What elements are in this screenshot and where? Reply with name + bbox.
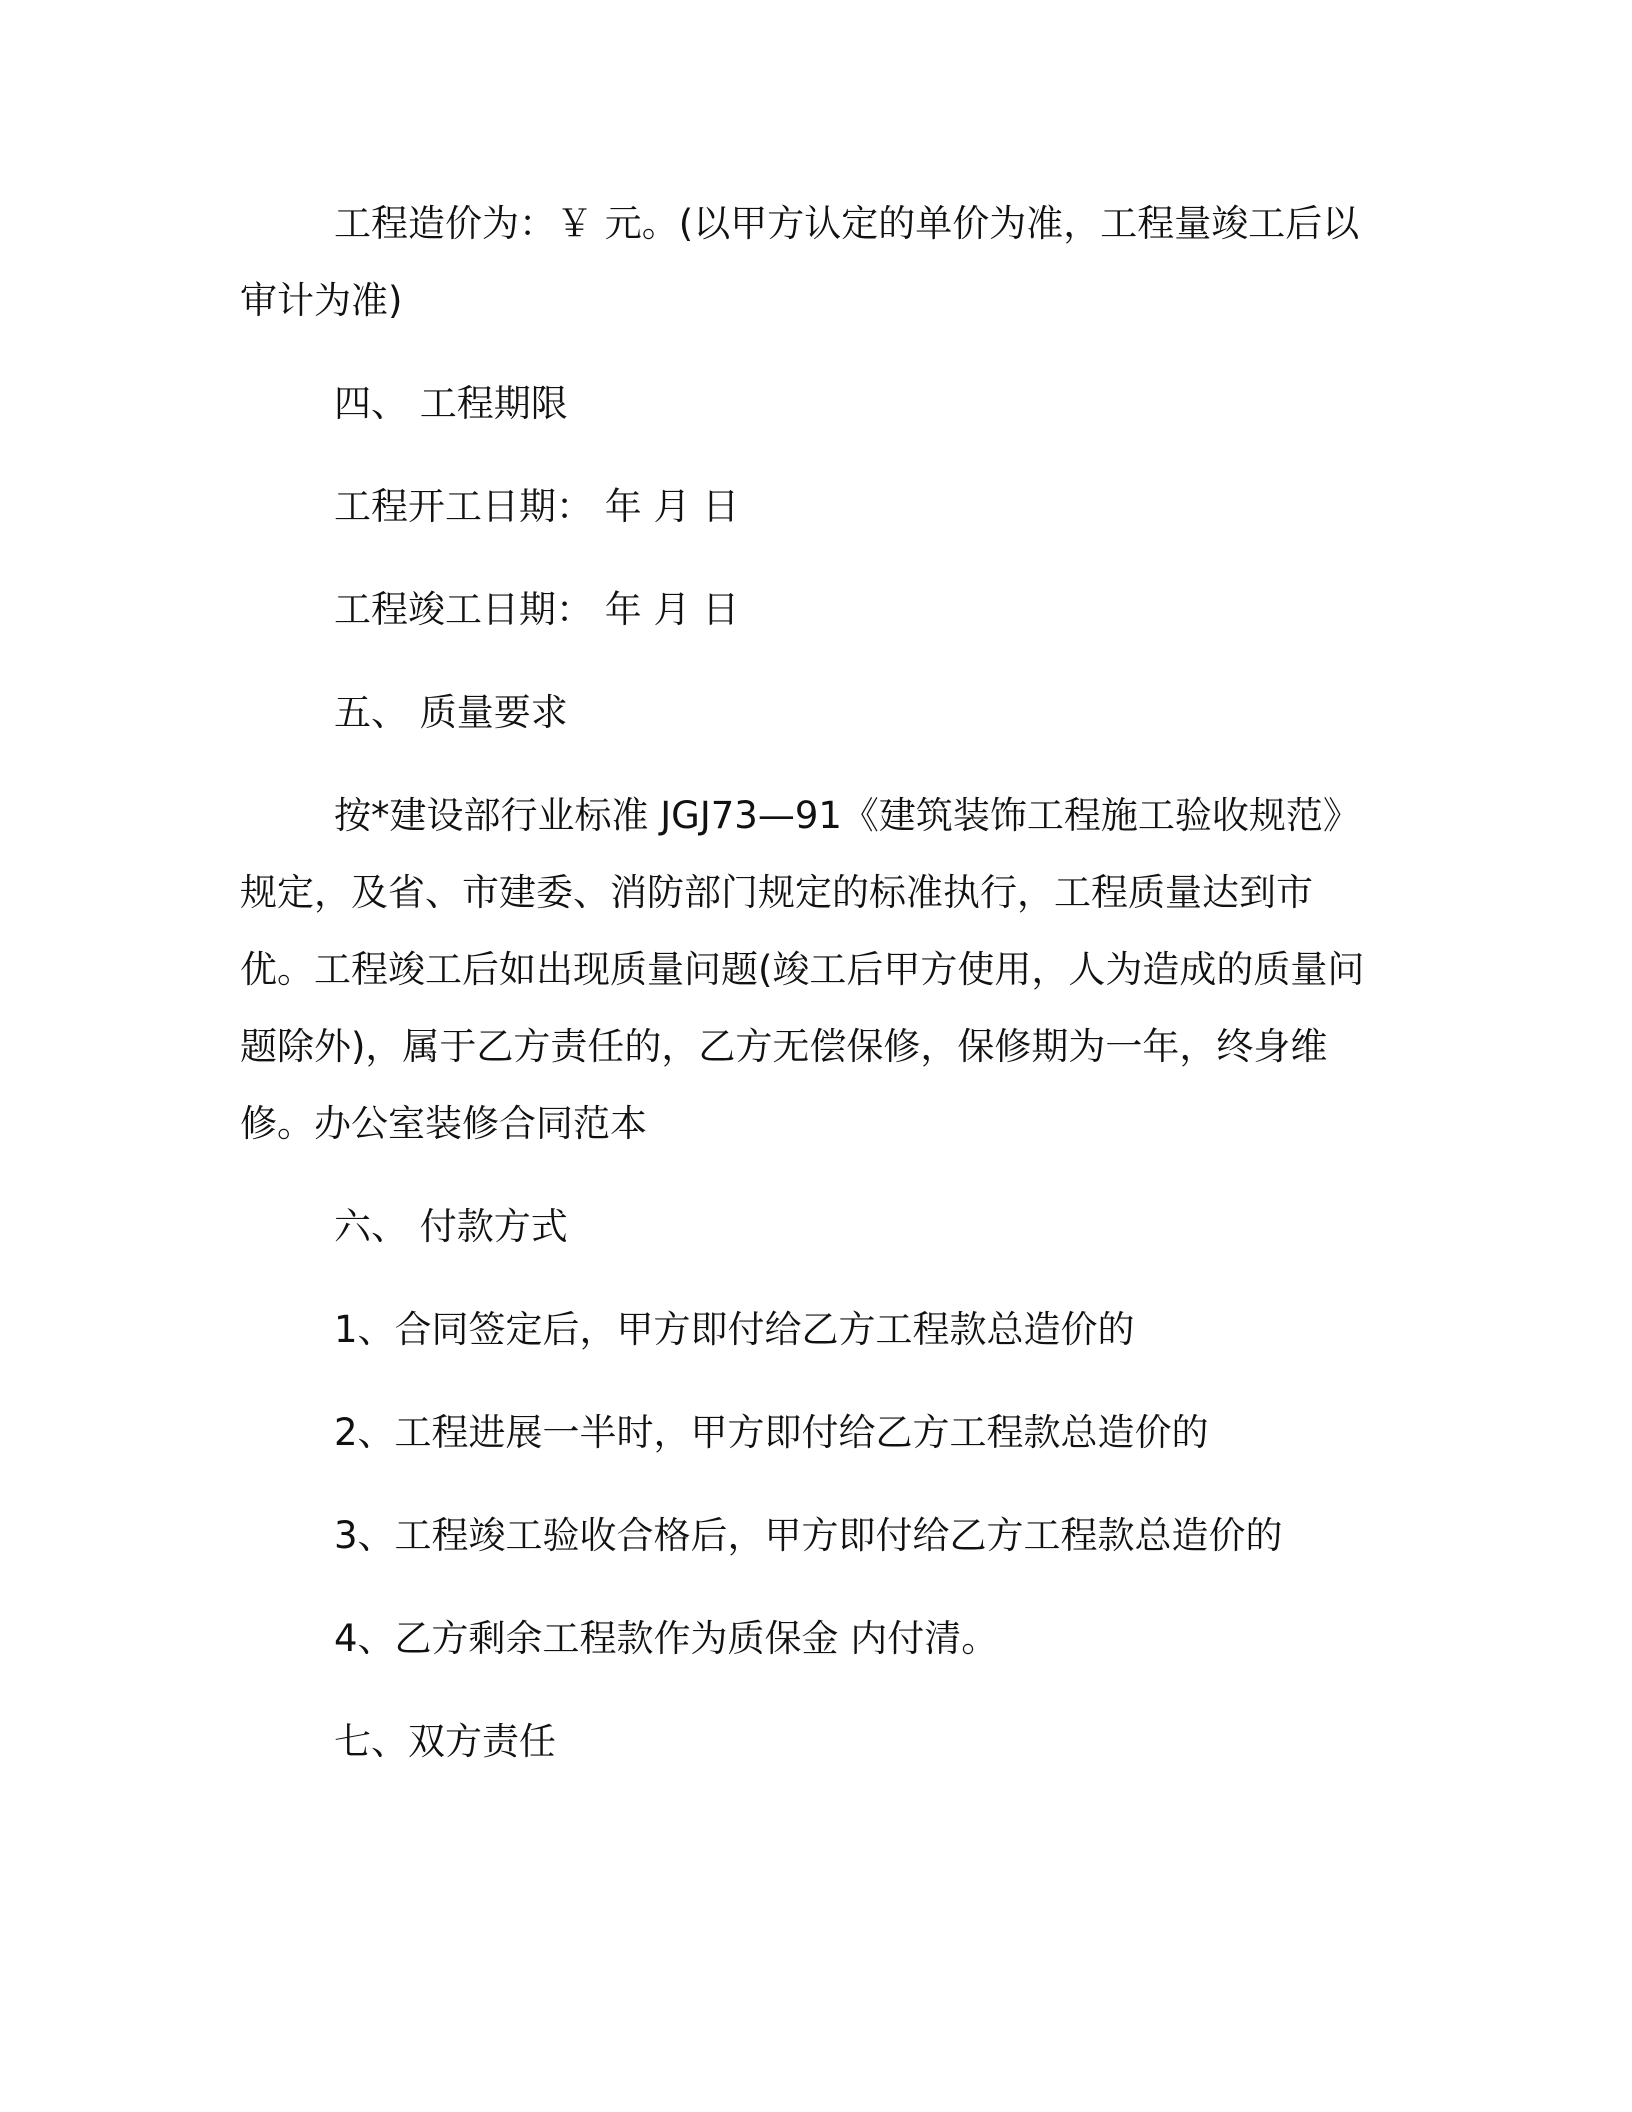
section-heading-responsibilities: 七、双方责任	[334, 1720, 556, 1763]
section-heading-term: 四、 工程期限	[334, 382, 568, 425]
payment-item-4: 4、乙方剩余工程款作为质保金 内付清。	[334, 1617, 999, 1660]
section-heading-payment: 六、 付款方式	[334, 1205, 568, 1248]
payment-item-3: 3、工程竣工验收合格后，甲方即付给乙方工程款总造价的	[334, 1514, 1283, 1557]
document-body	[240, 185, 1385, 1806]
section-heading-quality: 五、 质量要求	[334, 691, 568, 734]
payment-item-1: 1、合同签定后，甲方即付给乙方工程款总造价的	[334, 1308, 1135, 1351]
cost-paragraph: 工程造价为：￥ 元。(以甲方认定的单价为准，工程量竣工后以审计为准)	[240, 202, 1360, 322]
payment-item-2: 2、工程进展一半时，甲方即付给乙方工程款总造价的	[334, 1411, 1209, 1454]
quality-paragraph: 按*建设部行业标准 JGJ73—91《建筑装饰工程施工验收规范》规定，及省、市建委、消防部门规定的标准执行，工程质量达到市优。工程竣工后如出现质量问题(竣工后甲方使用，人为造成的质量问题除外)，属于乙方责任的，乙方无偿保修，保修期为一年，终身维修。办公室装修合同范本	[240, 794, 1365, 1145]
start-date-line: 工程开工日期： 年 月 日	[334, 485, 740, 528]
completion-date-line: 工程竣工日期： 年 月 日	[334, 588, 740, 631]
